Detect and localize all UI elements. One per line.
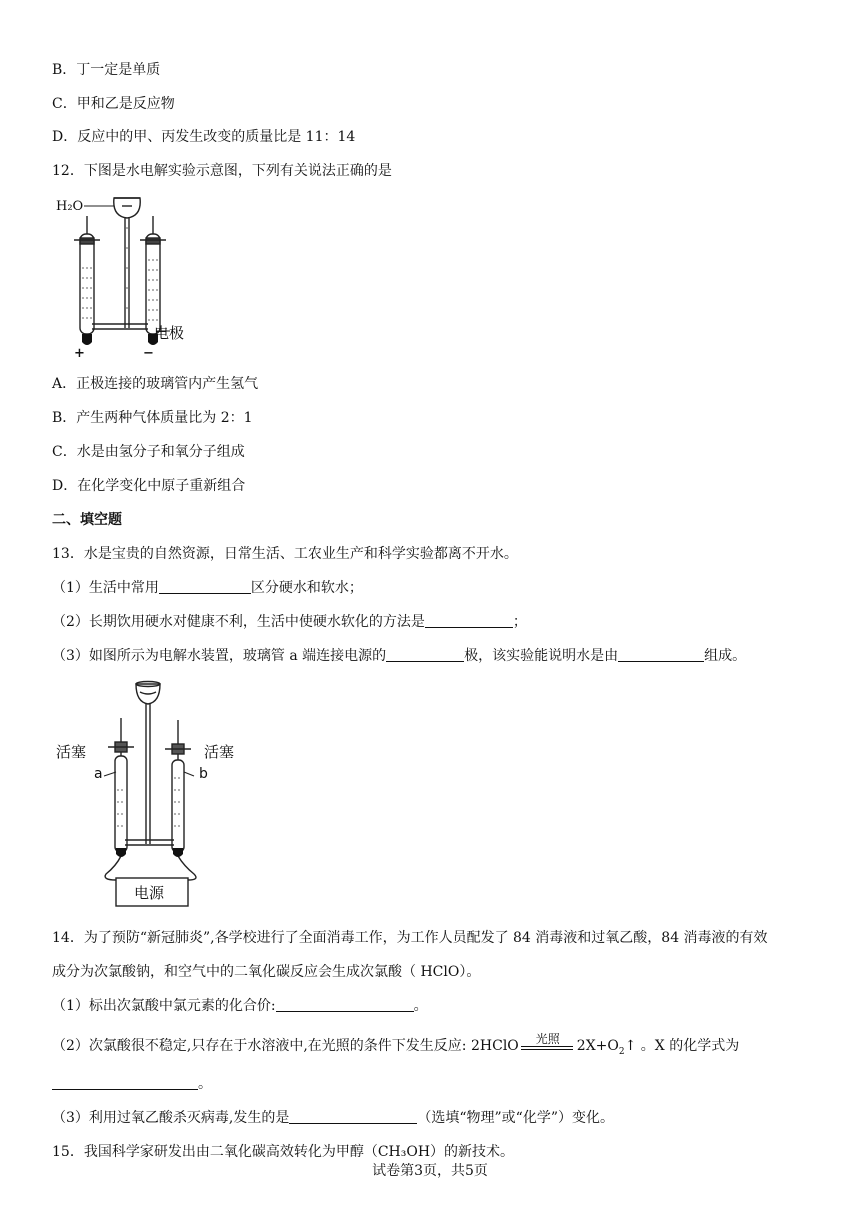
q14-p2-text-d: 。 xyxy=(198,1076,212,1092)
equation-right: 2X+O xyxy=(576,1038,619,1054)
q13-p3-text-a: （3）如图所示为电解水装置，玻璃管 a 端连接电源的 xyxy=(52,648,387,664)
q12-option-b: B．产生两种气体质量比为 2：1 xyxy=(52,410,253,426)
h2o-label: H₂O xyxy=(56,199,84,214)
q13-part3 xyxy=(52,646,746,666)
answer-blank[interactable] xyxy=(159,579,251,594)
q14-stem-line1: 14．为了预防“新冠肺炎”,各学校进行了全面消毒工作，为工作人员配发了 84 消毒液和过氧乙酸，84 消毒液的有效 xyxy=(52,930,768,946)
q13-p1-text-b: 区分硬水和软水； xyxy=(250,580,363,596)
answer-blank[interactable] xyxy=(618,647,704,662)
q13-p3-text-b: 极，该实验能说明水是由 xyxy=(464,648,619,664)
q12-option-a: A．正极连接的玻璃管内产生氢气 xyxy=(52,376,259,392)
q11-option-d: D．反应中的甲、丙发生改变的质量比是 11：14 xyxy=(52,129,356,145)
electrode-label: 电极 xyxy=(154,324,185,342)
answer-blank[interactable] xyxy=(276,997,414,1012)
q14-p2-text-c: 。X 的化学式为 xyxy=(640,1038,740,1054)
stopcock-label-right: 活塞 xyxy=(204,743,235,761)
q15-stem: 15．我国科学家研发出由二氧化碳高效转化为甲醇（CH₃OH）的新技术。 xyxy=(52,1144,515,1160)
answer-blank[interactable] xyxy=(52,1075,198,1090)
q14-p1-text-a: （1）标出次氯酸中氯元素的化合价: xyxy=(52,998,276,1014)
q14-part2 xyxy=(52,1032,740,1062)
q13-stem: 13．水是宝贵的自然资源，日常生活、工农业生产和科学实验都离不开水。 xyxy=(52,546,518,562)
reaction-condition xyxy=(519,1032,577,1056)
q13-p3-text-c: 组成。 xyxy=(704,648,747,664)
equation-left: 2HClO xyxy=(470,1038,519,1054)
electrolysis-figure-2 xyxy=(96,680,246,912)
stopcock-label-left: 活塞 xyxy=(56,743,87,761)
q14-p3-text-a: （3）利用过氧乙酸杀灭病毒,发生的是 xyxy=(52,1110,290,1126)
answer-blank[interactable] xyxy=(289,1109,417,1124)
q13-p2-text-b: ； xyxy=(512,614,527,630)
q13-part2 xyxy=(52,612,527,632)
answer-blank[interactable] xyxy=(425,613,513,628)
minus-label: − xyxy=(143,346,154,361)
q14-p1-text-b: 。 xyxy=(413,998,428,1014)
q13-p1-text-a: （1）生活中常用 xyxy=(52,580,159,596)
tube-b-label: b xyxy=(199,766,208,782)
reaction-condition-label: 光照 xyxy=(535,1032,560,1046)
q14-stem-line2: 成分为次氯酸钠，和空气中的二氧化碳反应会生成次氯酸（ HClO）。 xyxy=(52,964,481,980)
q12-option-c: C．水是由氢分子和氧分子组成 xyxy=(52,444,245,460)
q11-option-c: C．甲和乙是反应物 xyxy=(52,96,175,112)
o2-subscript: 2 xyxy=(618,1046,625,1057)
tube-a-label: a xyxy=(94,766,103,782)
q11-option-b: B．丁一定是单质 xyxy=(52,62,161,78)
plus-label: + xyxy=(74,346,85,361)
q14-part2-answer xyxy=(52,1074,212,1094)
answer-blank[interactable] xyxy=(386,647,464,662)
q13-p2-text-a: （2）长期饮用硬水对健康不利，生活中使硬水软化的方法是 xyxy=(52,614,425,630)
q12-stem: 12．下图是水电解实验示意图，下列有关说法正确的是 xyxy=(52,163,392,179)
q14-p3-text-b: （选填“物理”或“化学”）变化。 xyxy=(417,1110,614,1126)
q14-part1 xyxy=(52,996,428,1016)
q14-p2-text-a: （2）次氯酸很不稳定,只存在于水溶液中,在光照的条件下发生反应: xyxy=(52,1038,471,1054)
page-footer: 试卷第3页，共5页 xyxy=(372,1163,488,1179)
power-source-label: 电源 xyxy=(134,884,165,902)
section-title: 二、填空题 xyxy=(52,512,122,528)
gas-arrow: ↑ xyxy=(624,1038,637,1054)
q14-part3 xyxy=(52,1108,614,1128)
q12-option-d: D．在化学变化中原子重新组合 xyxy=(52,478,246,494)
q13-part1 xyxy=(52,578,363,598)
